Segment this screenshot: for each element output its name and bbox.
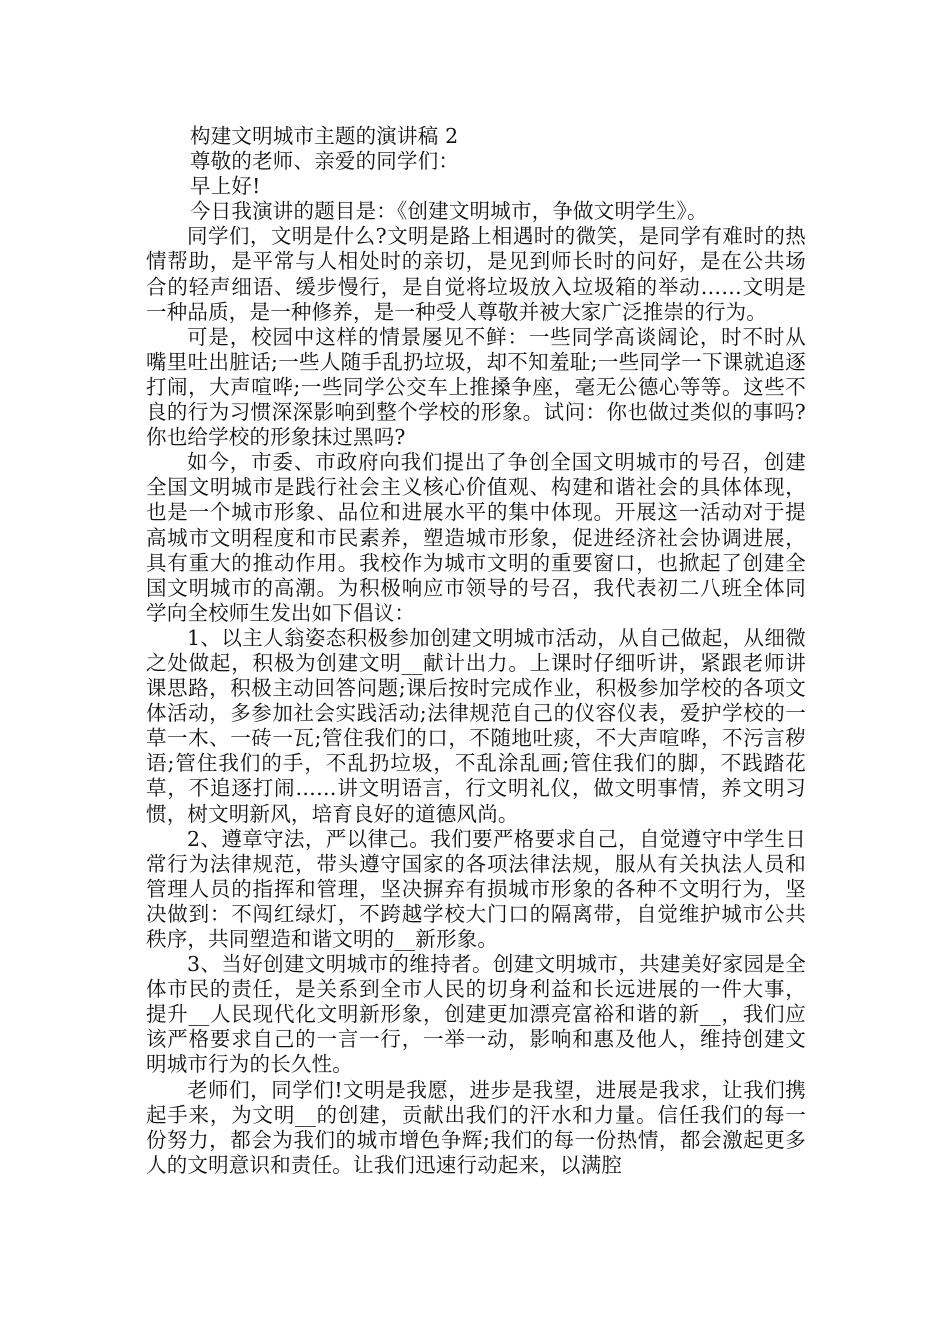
speech-body — [146, 124, 806, 1178]
paragraph-city-initiative: 如今，市委、市政府向我们提出了争创全国文明城市的号召，创建全国文明城市是践行社会主义核心价值观、构建和谐社会的具体体现，也是一个城市形象、品位和进展水平的集中体现。开展这一活动对于提高城市文明程度和市民素养，塑造城市形象，促进经济社会协调进展，具有重大的推动作用。我校作为城市文明的重要窗口，也掀起了创建全国文明城市的高潮。为积极响应市领导的号召，我代表初二八班全体同学向全校师生发出如下倡议： — [146, 450, 806, 625]
paragraph-proposal-1: 1、以主人翁姿态积极参加创建文明城市活动，从自己做起，从细微之处做起，积极为创建文明__献计出力。上课时仔细听讲，紧跟老师讲课思路，积极主动回答问题;课后按时完成作业，积极参加学校的各项文体活动，多参加社会实践活动;法律规范自己的仪容仪表，爱护学校的一草一木、一砖一瓦;管住我们的口，不随地吐痰，不大声喧哗，不污言秽语;管住我们的手，不乱扔垃圾，不乱涂乱画;管住我们的脚，不践踏花草，不追逐打闹……讲文明语言，行文明礼仪，做文明事情，养文明习惯，树文明新风，培育良好的道德风尚。 — [146, 625, 806, 826]
paragraph-civility-definition: 同学们，文明是什么?文明是路上相遇时的微笑，是同学有难时的热情帮助，是平常与人相处时的亲切，是见到师长时的问好，是在公共场合的轻声细语、缓步慢行，是自觉将垃圾放入垃圾箱的举动……文明是一种品质，是一种修养，是一种受人尊敬并被大家广泛推崇的行为。 — [146, 224, 806, 324]
greeting: 早上好! — [190, 174, 261, 199]
paragraph-closing-call: 老师们，同学们!文明是我愿，进步是我望，进展是我求，让我们携起手来，为文明__的创建，贡献出我们的汗水和力量。信任我们的每一份努力，都会为我们的城市增色争辉;我们的每一份热情，都会激起更多人的文明意识和责任。让我们迅速行动起来，以满腔 — [146, 1077, 806, 1177]
paragraph-proposal-3: 3、当好创建文明城市的维持者。创建文明城市，共建美好家园是全体市民的责任，是关系到全市人民的切身利益和长远进展的一件大事，提升__人民现代化文明新形象，创建更加漂亮富裕和谐的新__，我们应该严格要求自己的一言一行，一举一动，影响和惠及他人，维持创建文明城市行为的长久性。 — [146, 952, 806, 1077]
speech-topic: 今日我演讲的题目是：《创建文明城市，争做文明学生》。 — [190, 199, 708, 224]
paragraph-proposal-2: 2、遵章守法，严以律己。我们要严格要求自己，自觉遵守中学生日常行为法律规范，带头遵守国家的各项法律法规，服从有关执法人员和管理人员的指挥和管理，坚决摒弃有损城市形象的各种不文明行为，坚决做到：不闯红绿灯，不跨越学校大门口的隔离带，自觉维护城市公共秩序，共同塑造和谐文明的__新形象。 — [146, 826, 806, 951]
paragraph-campus-problems: 可是，校园中这样的情景屡见不鲜：一些同学高谈阔论，时不时从嘴里吐出脏话;一些人随手乱扔垃圾，却不知羞耻;一些同学一下课就追逐打闹，大声喧哗;一些同学公交车上推搡争座，毫无公德心等等。这些不良的行为习惯深深影响到整个学校的形象。试问：你也做过类似的事吗?你也给学校的形象抹过黑吗? — [146, 324, 806, 450]
document-title: 构建文明城市主题的演讲稿 2 — [190, 124, 459, 148]
salutation: 尊敬的老师、亲爱的同学们： — [190, 149, 460, 174]
